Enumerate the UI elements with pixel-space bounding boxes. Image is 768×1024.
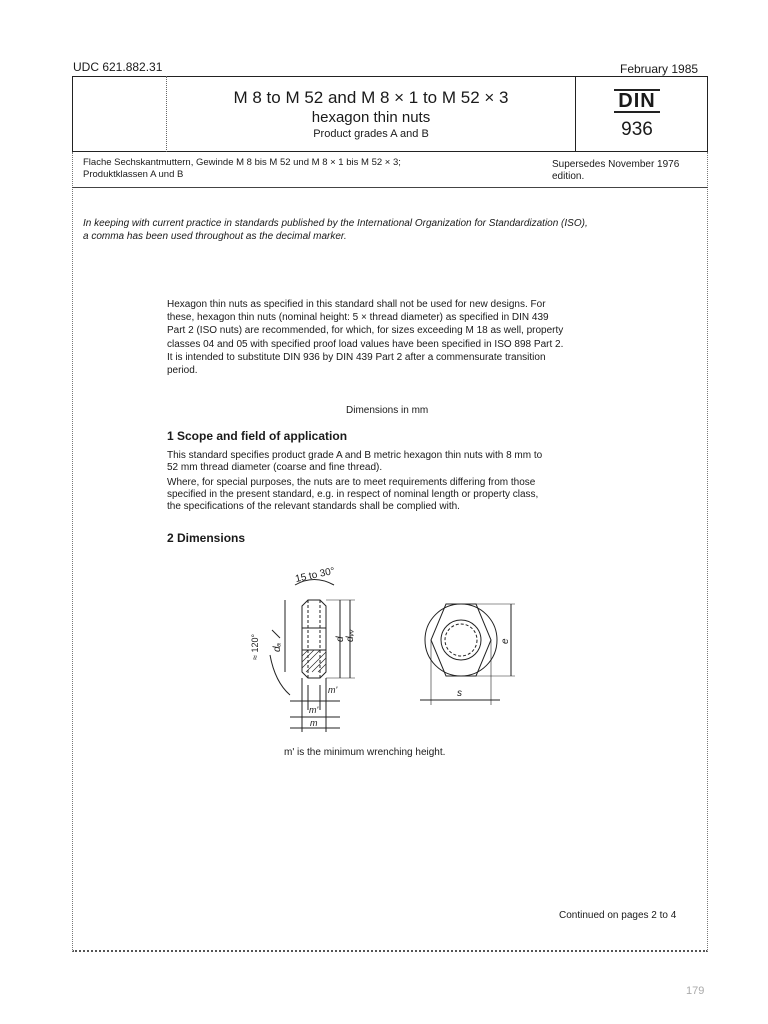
document-title-line1: M 8 to M 52 and M 8 × 1 to M 52 × 3 <box>233 88 509 107</box>
section1-paragraph1 <box>167 450 617 474</box>
section1-line: 52 mm thread diameter (coarse and fine thread). <box>167 462 383 473</box>
document-title-line2: hexagon thin nuts <box>311 109 431 126</box>
da-label: dₐ <box>272 642 283 652</box>
m-label: m <box>310 718 318 728</box>
hexagon-front-view <box>431 604 491 676</box>
issue-date: February 1985 <box>620 62 699 76</box>
d-label: d <box>335 636 346 642</box>
section1-line: This standard specifies product grade A and B metric hexagon thin nuts with 8 mm to <box>167 450 543 461</box>
german-title-line: Flache Sechskantmuttern, Gewinde M 8 bis M 52 und M 8 × 1 bis M 52 × 3; <box>83 157 401 168</box>
section1-heading: 1 Scope and field of application <box>167 429 348 443</box>
side-view-upper <box>302 600 326 628</box>
udc-code: UDC 621.882.31 <box>73 60 163 74</box>
hexagon-nut-drawing <box>230 560 530 745</box>
iso-note-line: In keeping with current practice in standards published by the International Organization for Standardization (ISO), <box>83 218 588 229</box>
dimensions-unit-note: Dimensions in mm <box>346 405 429 416</box>
cone-angle-label: ≈ 120° <box>250 633 260 660</box>
m-prime-label-1: m' <box>328 685 338 695</box>
title-block-divider-left <box>166 76 167 152</box>
page-frame <box>72 152 708 952</box>
m-prime-label-2: m' <box>309 705 319 715</box>
section1-line: the specifications of the relevant standards shall be complied with. <box>167 501 460 512</box>
intro-line: period. <box>167 365 198 377</box>
header-rule <box>72 187 708 188</box>
intro-line: these, hexagon thin nuts (nominal height: 5 × thread diameter) as specified in DIN 439 <box>167 312 549 324</box>
section1-line: specified in the present standard, e.g. in respect of nominal length or property class, <box>167 489 539 500</box>
din-logo: DIN <box>614 91 660 111</box>
s-label: s <box>457 688 462 699</box>
intro-line: It is intended to substitute DIN 936 by DIN 439 Part 2 after a commensurate transition <box>167 351 546 363</box>
supersedes-line: Supersedes November 1976 <box>552 159 680 170</box>
standard-number: 936 <box>621 119 653 140</box>
document-subtitle: Product grades A and B <box>313 128 429 140</box>
page-number: 179 <box>686 985 705 997</box>
german-title <box>83 157 523 181</box>
supersedes-note <box>552 159 702 183</box>
section2-heading: 2 Dimensions <box>167 531 246 545</box>
chamfer-angle-label: 15 to 30° <box>294 565 336 585</box>
continued-note: Continued on pages 2 to 4 <box>559 910 677 921</box>
iso-note-line: a comma has been used throughout as the decimal marker. <box>83 231 347 242</box>
section1-line: Where, for special purposes, the nuts are to meet requirements differing from those <box>167 477 536 488</box>
section1-paragraph2 <box>167 477 617 513</box>
intro-line: classes 04 and 05 with specified proof load values have been specified in ISO 898 Part 2. <box>167 338 564 350</box>
intro-line: Hexagon thin nuts as specified in this standard shall not be used for new designs. For <box>167 299 546 310</box>
iso-decimal-note <box>83 217 693 243</box>
german-title-line: Produktklassen A und B <box>83 169 184 180</box>
e-label: e <box>500 638 511 644</box>
drawing-caption: m' is the minimum wrenching height. <box>284 747 446 758</box>
title-block-divider-right <box>575 76 576 152</box>
intro-line: Part 2 (ISO nuts) are recommended, for which, for sizes exceeding M 18 as well, property <box>167 325 564 337</box>
supersedes-line: edition. <box>552 171 585 182</box>
intro-paragraph <box>167 298 617 377</box>
dw-label: dᵥᵥ <box>345 629 356 642</box>
